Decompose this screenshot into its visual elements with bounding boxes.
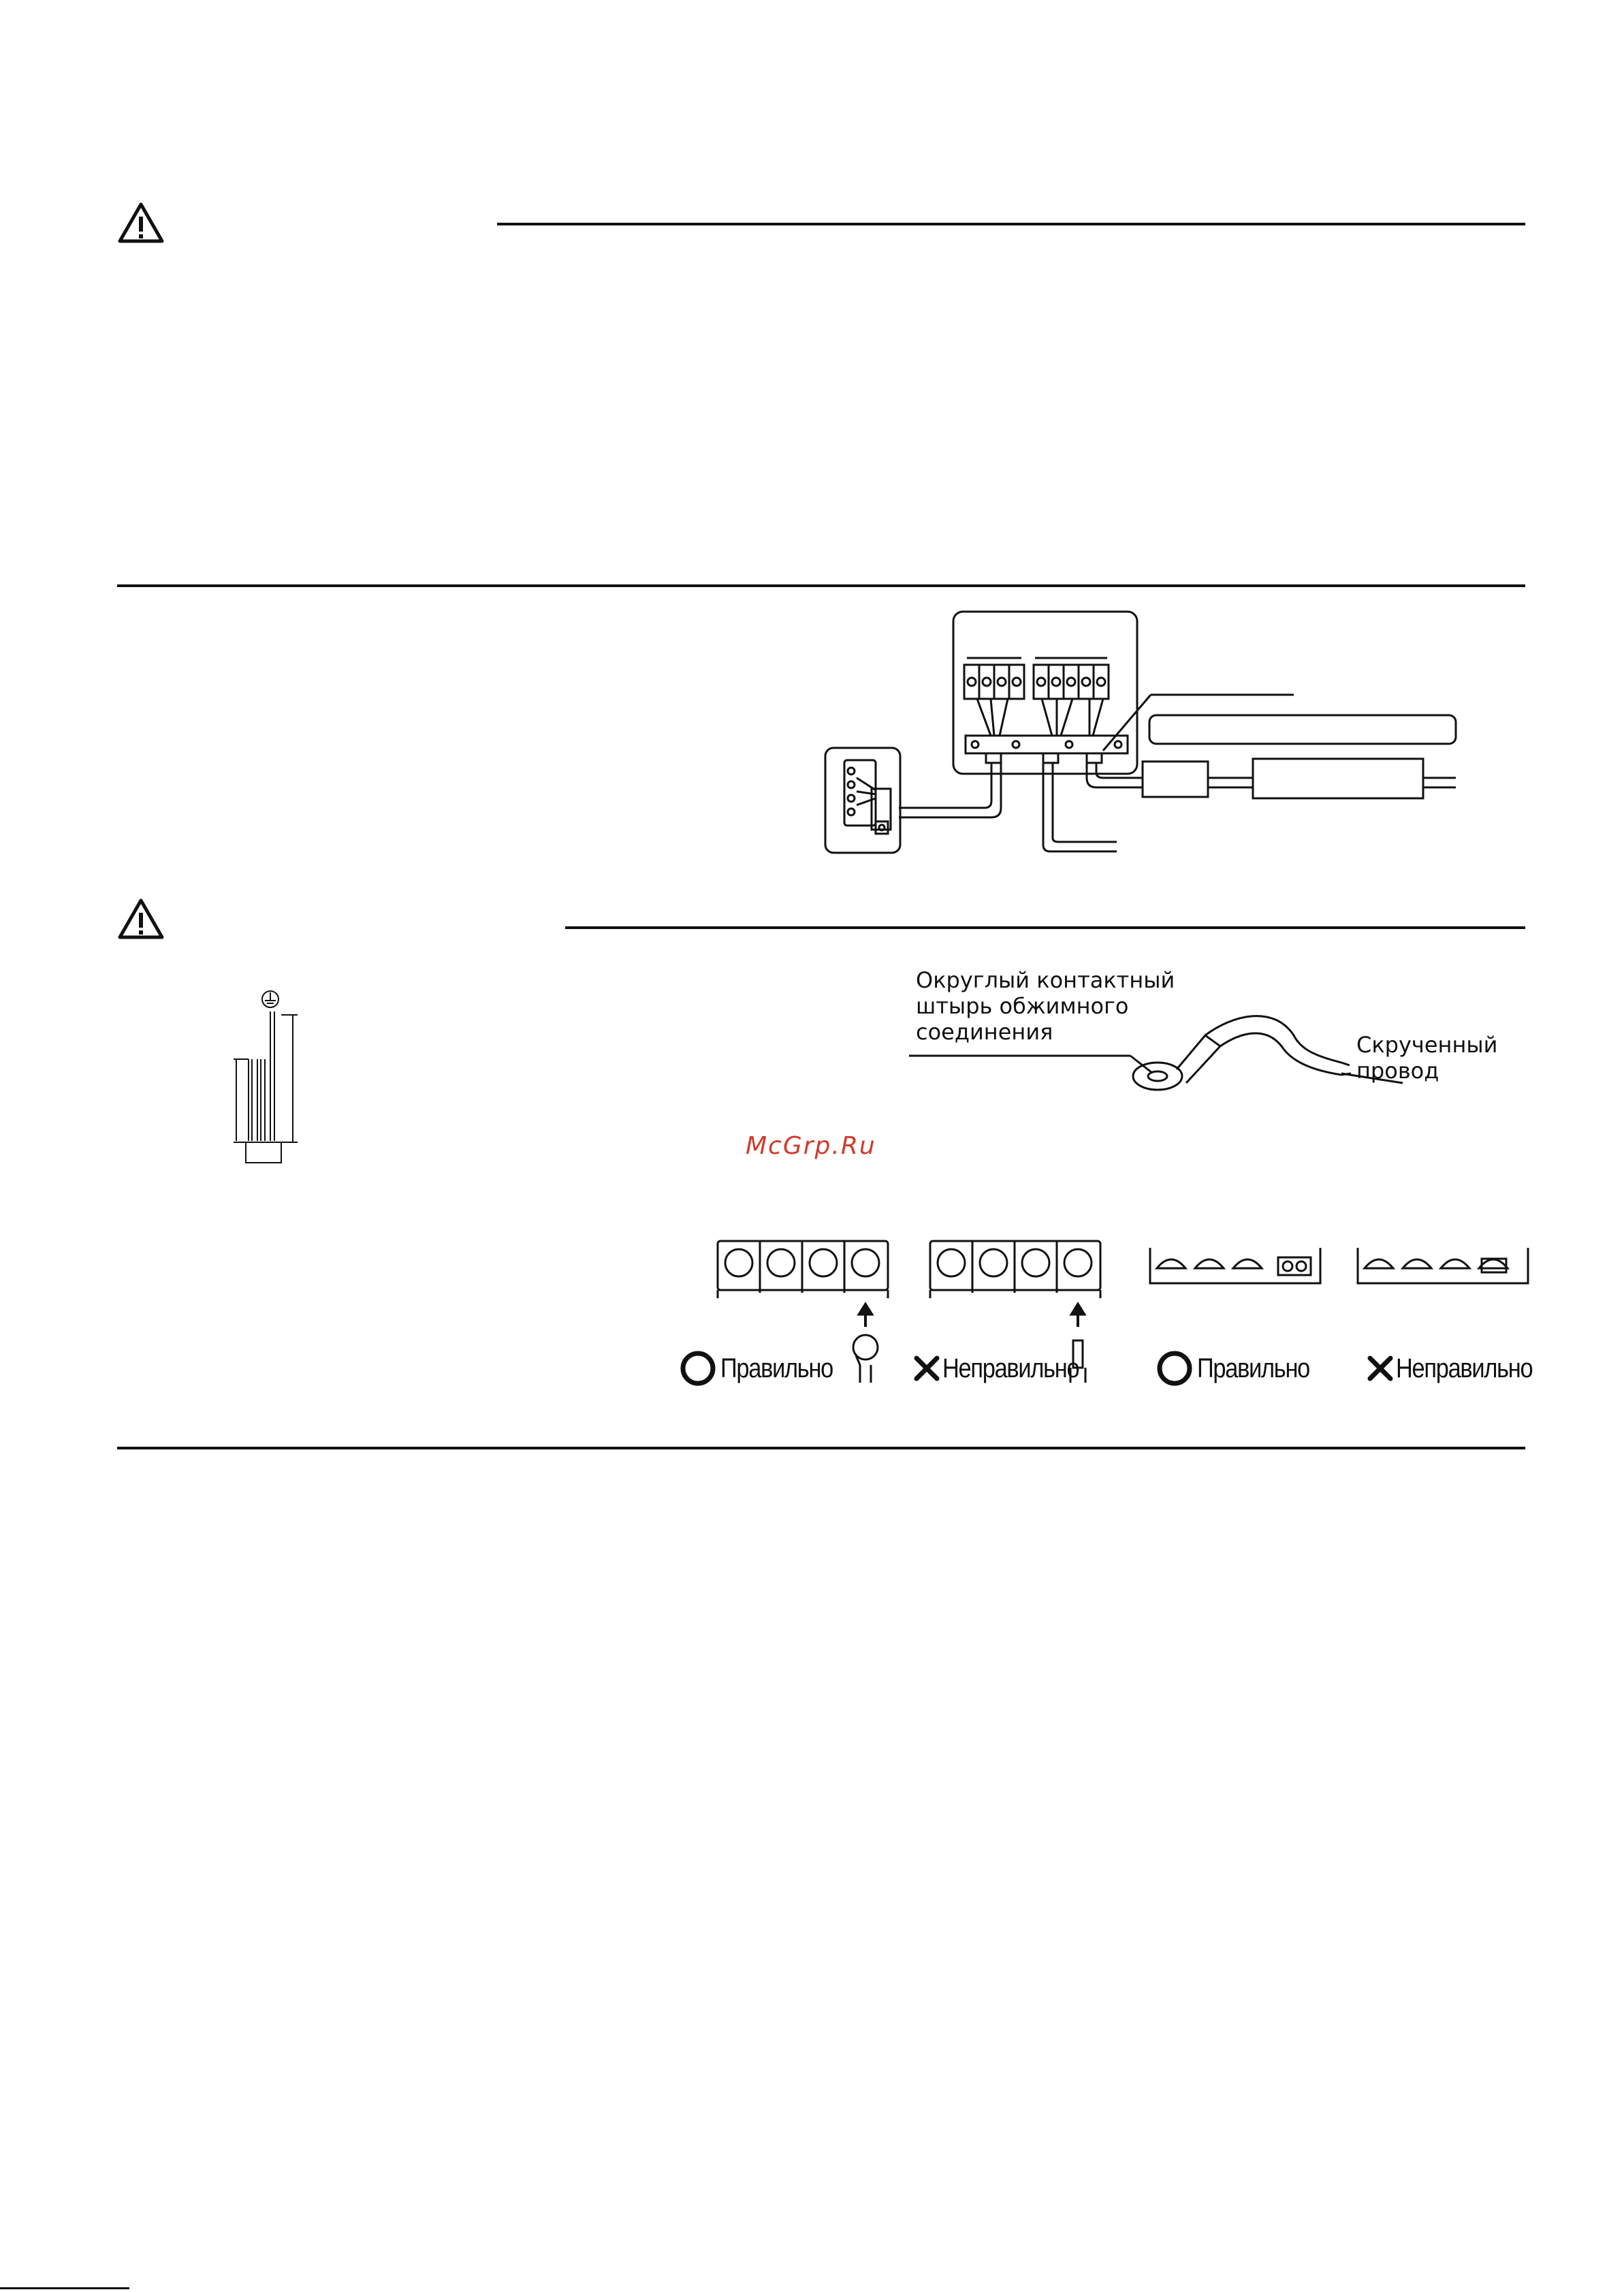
- section-divider-2: [117, 1447, 1525, 1449]
- section-divider-1: [117, 584, 1525, 587]
- watermark: McGrp.Ru: [746, 1132, 876, 1160]
- verdict-label-1: Правильно: [720, 1353, 833, 1383]
- warning-icon-2: [117, 898, 165, 940]
- indoor-unit-box: [825, 748, 900, 853]
- stripped-wire-figure: [221, 984, 317, 1168]
- section-1-top-rule: [497, 223, 1525, 225]
- twisted-wire-label: Скрученный провод: [1356, 1032, 1498, 1084]
- terminal-block-left: [964, 658, 1024, 699]
- page-corner-mark: [0, 2287, 129, 2289]
- wiring-diagram: [803, 599, 1498, 872]
- warning-icon-1: [117, 202, 165, 244]
- verdict-label-3: Правильно: [1197, 1353, 1309, 1383]
- correct-mark-icon-2: [1156, 1350, 1193, 1387]
- breaker-2: [1253, 759, 1423, 798]
- label-box: [1149, 715, 1456, 744]
- breaker-1: [1143, 762, 1208, 797]
- clamp-terminal-correct: [1147, 1241, 1324, 1289]
- clamp-terminal-incorrect: [1355, 1241, 1532, 1289]
- terminal-block-right: [1034, 658, 1109, 699]
- ground-symbol-icon: [262, 991, 278, 1007]
- correct-mark-icon-1: [680, 1350, 716, 1387]
- section-3-top-rule: [565, 926, 1525, 929]
- verdict-label-2: Неправильно: [942, 1353, 1079, 1383]
- incorrect-mark-icon-1: [912, 1354, 941, 1383]
- verdict-label-4: Неправильно: [1396, 1353, 1533, 1383]
- incorrect-mark-icon-2: [1366, 1354, 1395, 1383]
- crimp-terminal-label: Округлый контактный штырь обжимного соединения: [916, 967, 1175, 1045]
